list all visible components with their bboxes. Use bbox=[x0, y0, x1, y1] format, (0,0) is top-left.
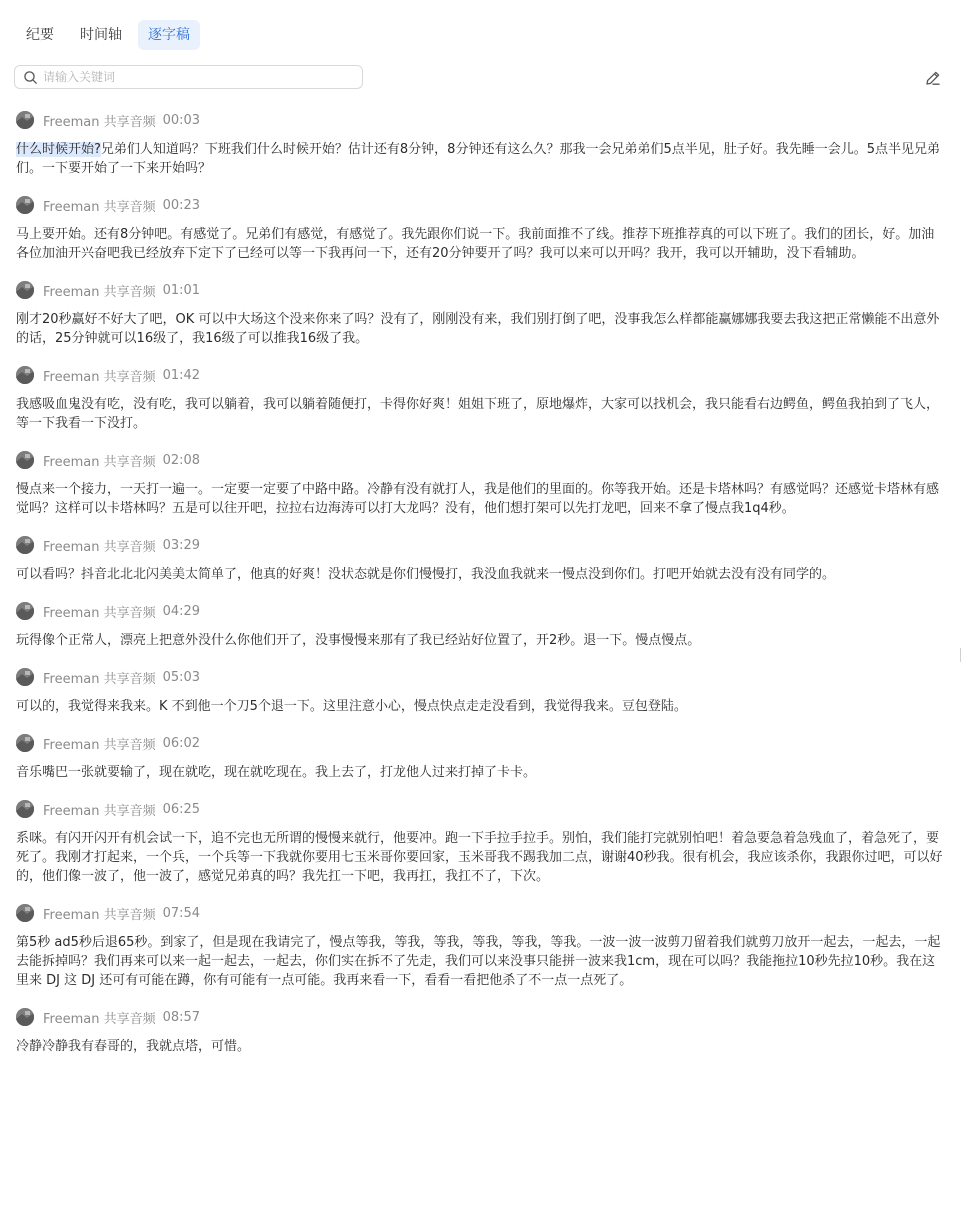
avatar bbox=[16, 366, 34, 384]
transcript-list bbox=[16, 108, 946, 1071]
segment-text bbox=[16, 565, 946, 584]
avatar bbox=[16, 1008, 34, 1026]
transcript-segment bbox=[16, 797, 946, 886]
segment-body: 马上要开始。还有8分钟吧。有感觉了。兄弟们有感觉，有感觉了。我先跟你们说一下。我前面推不了线。推荐下班推荐真的可以下班了。我们的团长，好。加油各位加油开兴奋吧我已经放弃下定下了已经可以等一下我再问一下，还有20分钟要开了吗？我可以来可以开吗？我开，我可以开辅助，没下看辅助。 bbox=[16, 227, 935, 261]
search-input[interactable] bbox=[43, 70, 343, 84]
search-highlight: 什么时候开始? bbox=[16, 142, 101, 157]
segment-timestamp[interactable]: 06:02 bbox=[162, 735, 201, 751]
segment-body: 玩得像个正常人，漂亮上把意外没什么你他们开了，没事慢慢来那有了我已经站好位置了，开2秒。退一下。慢点慢点。 bbox=[16, 633, 701, 648]
segment-body: 可以看吗？抖音北北北闪美美太简单了，他真的好爽！没状态就是你们慢慢打，我没血我就来一慢点没到你们。打吧开始就去没有没有同学的。 bbox=[16, 567, 836, 582]
segment-header bbox=[16, 901, 946, 925]
speaker-name: Freeman 共享音频 bbox=[43, 907, 156, 923]
speaker-name: Freeman 共享音频 bbox=[43, 369, 156, 385]
segment-timestamp[interactable]: 00:23 bbox=[162, 197, 201, 213]
avatar bbox=[16, 904, 34, 922]
segment-text bbox=[16, 933, 946, 990]
segment-body: 冷静冷静我有春哥的，我就点塔，可惜。 bbox=[16, 1039, 251, 1054]
segment-text bbox=[16, 395, 946, 433]
segment-header bbox=[16, 797, 946, 821]
segment-header bbox=[16, 363, 946, 387]
segment-header bbox=[16, 533, 946, 557]
segment-body: 慢点来一个接力，一天打一遍一。一定要一定要了中路中路。冷静有没有就打人，我是他们的里面的。你等我开始。还是卡塔林吗？有感觉吗？还感觉卡塔林有感觉吗？这样可以卡塔林吗？五是可以往开吧，拉拉右边海涛可以打大龙吗？没有，他们想打架可以先打龙吧，回来不拿了慢点我1q4秒。 bbox=[16, 482, 940, 516]
segment-timestamp[interactable]: 01:42 bbox=[162, 367, 201, 383]
speaker-name: Freeman 共享音频 bbox=[43, 1011, 156, 1027]
transcript-segment bbox=[16, 599, 946, 650]
segment-body: 音乐嘴巴一张就要输了，现在就吃，现在就吃现在。我上去了，打龙他人过来打掉了卡卡。 bbox=[16, 765, 537, 780]
tab-transcript[interactable]: 逐字稿 bbox=[138, 20, 200, 50]
avatar bbox=[16, 734, 34, 752]
segment-timestamp[interactable]: 01:01 bbox=[162, 282, 201, 298]
segment-body: 刚才20秒赢好不好大了吧，OK 可以中大场这个没来你来了吗？没有了，刚刚没有来，我们别打倒了吧，没事我怎么样都能赢娜娜我要去我这把正常懒能不出意外的话，25分钟就可以16级了，我16级了可以推我16级了我。 bbox=[16, 312, 940, 346]
segment-header bbox=[16, 108, 946, 132]
segment-body: 系咪。有闪开闪开有机会试一下，追不完也无所谓的慢慢来就行，他要冲。跑一下手拉手拉手。别怕，我们能打完就别怕吧！着急要急着急残血了，着急死了，要死了。我刚才打起来，一个兵，一个兵等一下我就你要用七玉米哥你要回家，玉米哥我不踢我加二点，谢谢40秒我。很有机会，我应该杀你，我跟你过吧，可以好的，他们像一波了，他一波了，感觉兄弟真的吗？我先扛一下吧，我再扛，我扛不了，下次。 bbox=[16, 831, 943, 884]
avatar bbox=[16, 602, 34, 620]
segment-text bbox=[16, 763, 946, 782]
segment-timestamp[interactable]: 06:25 bbox=[162, 801, 201, 817]
transcript-segment bbox=[16, 731, 946, 782]
segment-text bbox=[16, 225, 946, 263]
segment-timestamp[interactable]: 02:08 bbox=[162, 452, 201, 468]
transcript-segment bbox=[16, 448, 946, 518]
edit-icon[interactable] bbox=[924, 69, 942, 87]
avatar bbox=[16, 800, 34, 818]
transcript-segment bbox=[16, 901, 946, 990]
segment-text bbox=[16, 140, 946, 178]
avatar bbox=[16, 196, 34, 214]
segment-timestamp[interactable]: 08:57 bbox=[162, 1009, 201, 1025]
speaker-name: Freeman 共享音频 bbox=[43, 454, 156, 470]
segment-header bbox=[16, 665, 946, 689]
segment-timestamp[interactable]: 07:54 bbox=[162, 905, 201, 921]
segment-timestamp[interactable]: 00:03 bbox=[162, 112, 201, 128]
speaker-name: Freeman 共享音频 bbox=[43, 539, 156, 555]
speaker-name: Freeman 共享音频 bbox=[43, 199, 156, 215]
speaker-name: Freeman 共享音频 bbox=[43, 114, 156, 130]
segment-text bbox=[16, 1037, 946, 1056]
speaker-name: Freeman 共享音频 bbox=[43, 671, 156, 687]
segment-header bbox=[16, 193, 946, 217]
speaker-name: Freeman 共享音频 bbox=[43, 284, 156, 300]
transcript-segment bbox=[16, 533, 946, 584]
tab-summary[interactable]: 纪要 bbox=[26, 27, 54, 43]
avatar bbox=[16, 536, 34, 554]
transcript-segment bbox=[16, 193, 946, 263]
avatar bbox=[16, 281, 34, 299]
segment-header bbox=[16, 599, 946, 623]
segment-text bbox=[16, 697, 946, 716]
speaker-name: Freeman 共享音频 bbox=[43, 803, 156, 819]
scrollbar-edge bbox=[960, 648, 963, 662]
search-icon bbox=[24, 71, 37, 84]
transcript-segment bbox=[16, 1005, 946, 1056]
segment-timestamp[interactable]: 05:03 bbox=[162, 669, 201, 685]
segment-timestamp[interactable]: 03:29 bbox=[162, 537, 201, 553]
segment-body: 第5秒 ad5秒后退65秒。到家了，但是现在我请完了，慢点等我，等我，等我，等我，等我，等我。一波一波一波剪刀留着我们就剪刀放开一起去，一起去，一起去能拆掉吗？我们再来可以来一起一起去，一起去，你们实在拆不了先走，我们可以来没事只能拼一波来我1cm，现在可以吗？我能拖拉10秒先拉10秒。我在这里来 DJ 这 DJ 还可有可能在蹲，你有可能有一点可能。我再来看一下，看看一看把他杀了不一点一点死了。 bbox=[16, 935, 941, 988]
avatar bbox=[16, 451, 34, 469]
segment-header bbox=[16, 278, 946, 302]
segment-text bbox=[16, 829, 946, 886]
segment-body: 兄弟们人知道吗？下班我们什么时候开始？估计还有8分钟，8分钟还有这么久？那我一会兄弟弟们5点半见，肚子好。我先睡一会儿。5点半见兄弟们。一下要开始了一下来开始吗？ bbox=[16, 142, 940, 176]
search-box bbox=[14, 65, 363, 89]
avatar bbox=[16, 668, 34, 686]
tab-bar bbox=[16, 20, 200, 50]
transcript-segment bbox=[16, 108, 946, 178]
segment-text bbox=[16, 480, 946, 518]
segment-header bbox=[16, 731, 946, 755]
speaker-name: Freeman 共享音频 bbox=[43, 605, 156, 621]
segment-body: 我感吸血鬼没有吃，没有吃，我可以躺着，我可以躺着随便打，卡得你好爽！姐姐下班了，原地爆炸，大家可以找机会，我只能看右边鳄鱼，鳄鱼我拍到了飞人，等一下我看一下没打。 bbox=[16, 397, 940, 431]
avatar bbox=[16, 111, 34, 129]
segment-header bbox=[16, 1005, 946, 1029]
segment-text bbox=[16, 631, 946, 650]
transcript-segment bbox=[16, 363, 946, 433]
tab-timeline[interactable]: 时间轴 bbox=[80, 27, 122, 43]
transcript-segment bbox=[16, 665, 946, 716]
transcript-segment bbox=[16, 278, 946, 348]
speaker-name: Freeman 共享音频 bbox=[43, 737, 156, 753]
segment-text bbox=[16, 310, 946, 348]
segment-body: 可以的，我觉得来我来。K 不到他一个刀5个退一下。这里注意小心，慢点快点走走没看到，我觉得我来。豆包登陆。 bbox=[16, 699, 687, 714]
segment-header bbox=[16, 448, 946, 472]
segment-timestamp[interactable]: 04:29 bbox=[162, 603, 201, 619]
